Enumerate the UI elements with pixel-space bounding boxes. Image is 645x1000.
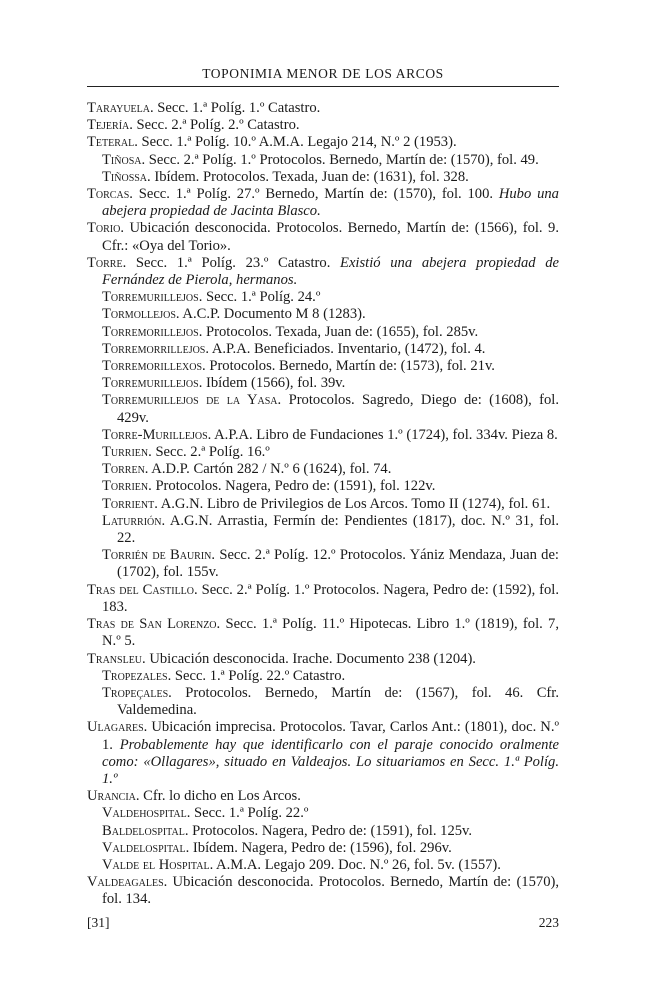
toponym-term: Valdeagales. — [87, 874, 168, 891]
toponym-entry — [102, 358, 559, 375]
toponym-source: Secc. 1.ª Políg. 23.º Catastro. — [126, 254, 341, 271]
toponym-entry — [102, 513, 559, 547]
toponym-term: Torio. — [87, 220, 125, 237]
toponym-term: Ulagares. — [87, 719, 148, 736]
toponym-entry — [102, 478, 559, 495]
toponym-term: Torcas. — [87, 186, 133, 203]
toponym-term: Transleu. — [87, 650, 146, 667]
toponym-term: Valdehospital. — [102, 805, 191, 822]
toponym-term: Laturrión. — [102, 512, 166, 529]
toponym-source: Secc. 1.ª Políg. 24.º — [202, 289, 321, 306]
toponym-entry — [87, 788, 559, 805]
toponym-source: Ubicación desconocida. Protocolos. Bernedo, Martín de: (1566), fol. 9. Cfr.: «Oya del Torio». — [102, 220, 559, 254]
toponym-source: Secc. 1.ª Políg. 22.º — [190, 805, 309, 822]
toponym-term: Torremurillejos. — [102, 289, 203, 306]
toponym-term: Tormollejos. — [102, 306, 180, 323]
toponym-source: Ibídem. Nagera, Pedro de: (1596), fol. 296v. — [189, 839, 452, 856]
toponym-entry — [102, 857, 559, 874]
header-rule — [87, 86, 559, 87]
toponym-term: Torrién de Baurin. — [102, 547, 216, 564]
toponym-entry — [102, 169, 559, 186]
toponym-source: Secc. 1.ª Políg. 22.º Catastro. — [171, 667, 346, 684]
toponym-source: Ubicación desconocida. Protocolos. Bernedo, Martín de: (1570), fol. 134. — [102, 874, 559, 908]
toponym-source: Protocolos. Texada, Juan de: (1655), fol. 285v. — [202, 323, 479, 340]
toponym-term: Torre. — [87, 254, 127, 271]
toponym-term: Torremurillejos de la Yasa. — [102, 392, 282, 409]
toponym-term: Torrient. — [102, 495, 158, 512]
toponym-entry — [87, 651, 559, 668]
toponym-entry — [102, 324, 559, 341]
toponym-entry — [102, 496, 559, 513]
toponym-entry — [87, 100, 559, 117]
toponym-entry — [87, 874, 559, 908]
toponym-entry — [102, 668, 559, 685]
toponym-source: Protocolos. Bernedo, Martín de: (1573), fol. 21v. — [205, 358, 495, 375]
toponym-term: Valdelospital. — [102, 839, 190, 856]
toponym-source: Ubicación imprecisa. Protocolos. Tavar, Carlos Ant.: (1801), doc. N.º 1. — [102, 719, 559, 753]
toponym-entry — [102, 805, 559, 822]
toponym-source: A.D.P. Cartón 282 / N.º 6 (1624), fol. 74. — [148, 461, 392, 478]
footer-reference: [31] — [87, 915, 110, 930]
toponym-entry — [102, 341, 559, 358]
toponym-term: Tropeçales. — [102, 684, 172, 701]
toponym-source: Cfr. lo dicho en Los Arcos. — [139, 788, 301, 805]
toponym-term: Torremurillejos. — [102, 375, 203, 392]
toponym-entry — [87, 616, 559, 650]
toponym-source: Ubicación desconocida. Irache. Documento 238 (1204). — [145, 650, 476, 667]
running-header: TOPONIMIA MENOR DE LOS ARCOS — [202, 66, 444, 81]
toponym-source: Protocolos. Nagera, Pedro de: (1591), fol. 122v. — [151, 478, 436, 495]
toponym-entry — [87, 255, 559, 289]
toponym-source: A.M.A. Legajo 209. Doc. N.º 26, fol. 5v. (1557). — [213, 856, 501, 873]
toponym-entry — [87, 117, 559, 134]
toponym-term: Tejería. — [87, 117, 133, 134]
toponym-source: A.P.A. Beneficiados. Inventario, (1472), fol. 4. — [209, 340, 486, 357]
page-number: 223 — [538, 915, 559, 930]
toponym-entry — [102, 427, 559, 444]
toponym-source: Secc. 2.ª Políg. 12.º Protocolos. Yániz Mendaza, Juan de: (1702), fol. 155v. — [117, 547, 559, 581]
toponym-term: Urancia. — [87, 788, 140, 805]
toponym-source: Secc. 2.ª Políg. 16.º — [151, 444, 270, 461]
toponym-source: Secc. 2.ª Políg. 1.º Protocolos. Nagera, Pedro de: (1592), fol. 183. — [102, 581, 559, 615]
toponym-term: Torremorillejos. — [102, 323, 203, 340]
toponym-source: Protocolos. Nagera, Pedro de: (1591), fol. 125v. — [188, 822, 473, 839]
toponym-entry — [102, 461, 559, 478]
toponym-entry — [102, 444, 559, 461]
toponym-note: Hubo una abejera propiedad de Jacinta Blasco. — [102, 186, 559, 220]
toponym-entry — [102, 685, 559, 719]
toponym-entry — [87, 186, 559, 220]
toponym-term: Torre-Murillejos. — [102, 426, 212, 443]
toponym-term: Tarayuela. — [87, 100, 154, 116]
toponym-term: Torremorrillejos. — [102, 340, 210, 357]
toponym-term: Tropezales. — [102, 667, 172, 684]
toponym-source: Secc. 2.ª Políg. 1.º Protocolos. Bernedo, Martín de: (1570), fol. 49. — [145, 151, 539, 168]
toponym-entry — [102, 547, 559, 581]
toponym-term: Tiñosa. — [102, 151, 146, 168]
toponym-note: Probablemente hay que identificarlo con el paraje conocido oralmente como: «Ollagares», situado en Valdeajos. Lo situariamos en Secc. 1.ª Políg. 1.º — [102, 736, 560, 787]
toponym-source: Secc. 2.ª Políg. 2.º Catastro. — [132, 117, 300, 134]
toponym-term: Tiñossa. — [102, 168, 151, 185]
toponym-term: Torremorillexos. — [102, 358, 206, 375]
toponym-term: Teteral. — [87, 134, 138, 151]
toponym-term: Tras del Castillo. — [87, 581, 198, 598]
toponym-entry — [102, 289, 559, 306]
toponym-entry — [102, 823, 559, 840]
toponym-source: A.G.N. Arrastia, Fermín de: Pendientes (1817), doc. N.º 31, fol. 22. — [117, 512, 559, 547]
toponym-source: Secc. 1.ª Políg. 11.º Hipotecas. Libro 1.º (1819), fol. 7, N.º 5. — [102, 616, 559, 650]
toponym-source: Secc. 1.ª Políg. 1.º Catastro. — [153, 100, 321, 116]
toponym-source: Ibídem (1566), fol. 39v. — [202, 375, 346, 392]
toponym-entry — [102, 306, 559, 323]
toponym-source: Protocolos. Sagredo, Diego de: (1608), fol. 429v. — [117, 392, 559, 426]
toponym-entry — [87, 134, 559, 151]
toponym-entry — [87, 220, 559, 254]
toponym-entry — [102, 375, 559, 392]
toponym-entry — [102, 392, 559, 426]
toponym-entry — [87, 582, 559, 616]
toponym-entry — [102, 840, 559, 857]
toponym-source: Secc. 1.ª Políg. 27.º Bernedo, Martín de: (1570), fol. 100. — [132, 186, 499, 203]
toponym-term: Turrien. — [102, 444, 152, 461]
toponym-source: A.G.N. Libro de Privilegios de Los Arcos. Tomo II (1274), fol. 61. — [157, 495, 551, 512]
entry-list — [87, 100, 559, 909]
toponym-term: Torrien. — [102, 478, 152, 495]
toponym-source: Secc. 1.ª Políg. 10.º A.M.A. Legajo 214, N.º 2 (1953). — [137, 134, 457, 151]
toponym-source: A.C.P. Documento M 8 (1283). — [179, 306, 366, 323]
toponym-source: Protocolos. Bernedo, Martín de: (1567), fol. 46. Cfr. Valdemedina. — [117, 684, 559, 719]
toponym-entry — [102, 152, 559, 169]
toponym-source: A.P.A. Libro de Fundaciones 1.º (1724), fol. 334v. Pieza 8. — [211, 426, 558, 443]
toponym-entry — [87, 719, 559, 788]
toponym-note: Existió una abejera propiedad de Fernández de Pierola, hermanos. — [102, 254, 559, 289]
toponym-source: Ibídem. Protocolos. Texada, Juan de: (1631), fol. 328. — [150, 168, 469, 185]
toponym-term: Tras de San Lorenzo. — [87, 616, 221, 633]
toponym-term: Baldelospital. — [102, 822, 189, 839]
toponym-term: Torren. — [102, 461, 149, 478]
toponym-term: Valde el Hospital. — [102, 856, 214, 873]
